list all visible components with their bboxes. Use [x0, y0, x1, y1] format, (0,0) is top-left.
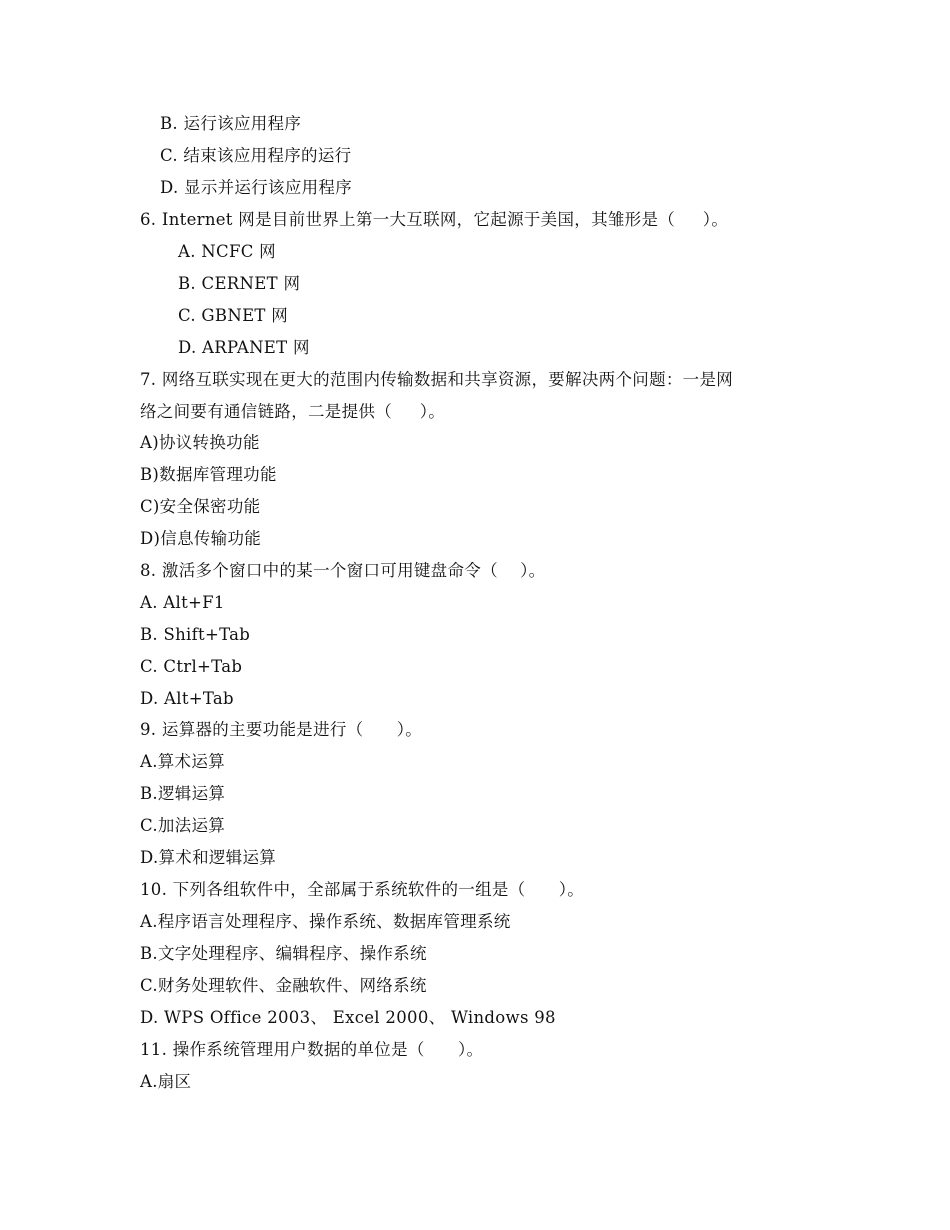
option-8a: A. Alt+F1	[140, 593, 225, 612]
option-7d: D)信息传输功能	[140, 529, 262, 548]
option-5c: C. 结束该应用程序的运行	[160, 146, 352, 165]
option-9d: D.算术和逻辑运算	[140, 848, 277, 867]
option-10b: B.文字处理程序、编辑程序、操作系统	[140, 944, 427, 963]
option-8d: D. Alt+Tab	[140, 689, 234, 708]
option-6b: B. CERNET 网	[178, 274, 301, 293]
option-7a: A)协议转换功能	[140, 433, 260, 452]
option-9b: B.逻辑运算	[140, 784, 226, 803]
option-11a: A.扇区	[140, 1072, 192, 1091]
option-8b: B. Shift+Tab	[140, 625, 251, 644]
option-10a: A.程序语言处理程序、操作系统、数据库管理系统	[140, 912, 511, 931]
question-9: 9. 运算器的主要功能是进行（ ）。	[140, 720, 423, 739]
question-6: 6. Internet 网是目前世界上第一大互联网，它起源于美国，其雏形是（ ）。	[140, 210, 729, 229]
option-6c: C. GBNET 网	[178, 306, 289, 325]
option-7b: B)数据库管理功能	[140, 465, 277, 484]
option-7c: C)安全保密功能	[140, 497, 261, 516]
option-8c: C. Ctrl+Tab	[140, 657, 243, 676]
question-7-line1: 7. 网络互联实现在更大的范围内传输数据和共享资源，要解决两个问题：一是网	[140, 370, 734, 389]
option-6a: A. NCFC 网	[178, 242, 276, 261]
option-5b: B. 运行该应用程序	[160, 114, 302, 133]
question-8: 8. 激活多个窗口中的某一个窗口可用键盘命令（ ）。	[140, 561, 546, 580]
option-9a: A.算术运算	[140, 752, 225, 771]
option-10c: C.财务处理软件、金融软件、网络系统	[140, 976, 427, 995]
question-7-line2: 络之间要有通信链路，二是提供（ ）。	[140, 402, 446, 421]
option-5d: D. 显示并运行该应用程序	[160, 178, 353, 197]
option-6d: D. ARPANET 网	[178, 338, 310, 357]
option-10d: D. WPS Office 2003、 Excel 2000、 Windows 98	[140, 1008, 556, 1027]
option-9c: C.加法运算	[140, 816, 226, 835]
question-11: 11. 操作系统管理用户数据的单位是（ ）。	[140, 1040, 484, 1059]
question-10: 10. 下列各组软件中，全部属于系统软件的一组是（ ）。	[140, 880, 585, 899]
